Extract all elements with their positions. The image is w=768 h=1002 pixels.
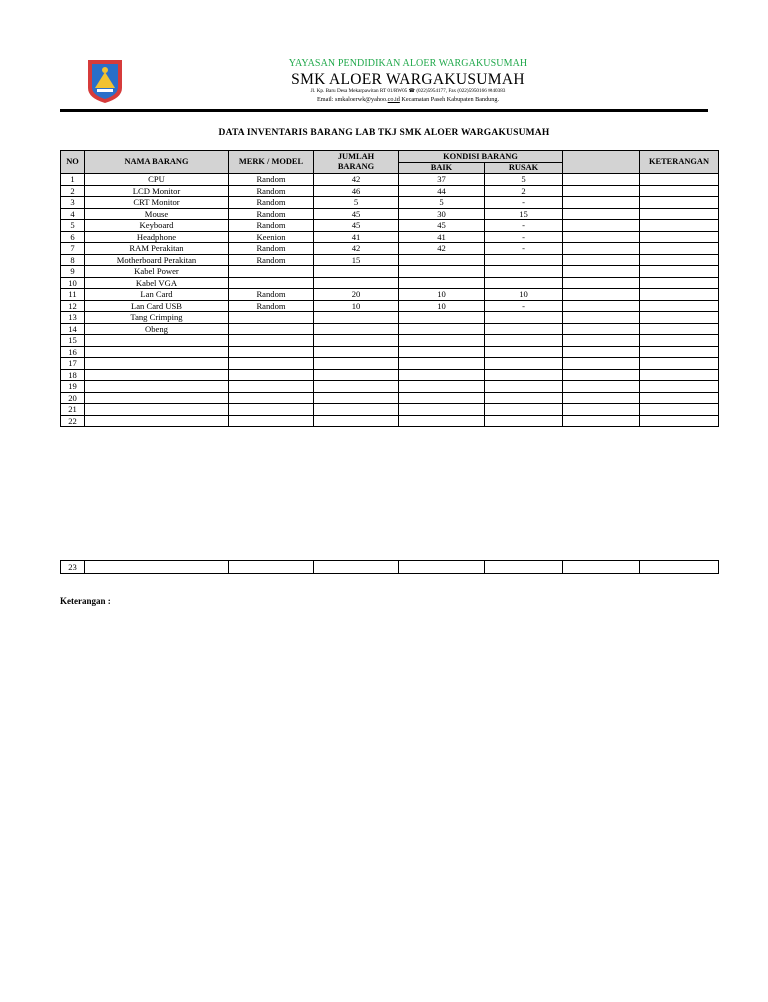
cell-baik bbox=[399, 369, 485, 381]
cell-jumlah: 5 bbox=[314, 197, 399, 209]
cell-nama: LCD Monitor bbox=[85, 185, 229, 197]
header-no: NO bbox=[61, 151, 85, 174]
cell-keterangan bbox=[640, 185, 719, 197]
cell-baik bbox=[399, 381, 485, 393]
cell-keterangan bbox=[640, 231, 719, 243]
cell-nama bbox=[85, 358, 229, 370]
cell-jumlah: 15 bbox=[314, 254, 399, 266]
document-title: DATA INVENTARIS BARANG LAB TKJ SMK ALOER WARGAKUSUMAH bbox=[218, 128, 550, 138]
cell-nama: Headphone bbox=[85, 231, 229, 243]
cell-merk: Random bbox=[229, 289, 314, 301]
cell-baik: 37 bbox=[399, 174, 485, 186]
cell-merk: Random bbox=[229, 220, 314, 232]
cell-jumlah: 10 bbox=[314, 300, 399, 312]
cell-blank bbox=[563, 323, 640, 335]
cell-keterangan bbox=[640, 381, 719, 393]
cell-nama: Obeng bbox=[85, 323, 229, 335]
cell-nama bbox=[85, 561, 229, 574]
cell-baik bbox=[399, 312, 485, 324]
cell-nama: RAM Perakitan bbox=[85, 243, 229, 255]
cell-keterangan bbox=[640, 369, 719, 381]
cell-rusak bbox=[485, 335, 563, 347]
table-row bbox=[61, 289, 719, 301]
cell-baik: 45 bbox=[399, 220, 485, 232]
cell-baik: 10 bbox=[399, 300, 485, 312]
cell-merk bbox=[229, 381, 314, 393]
cell-nama bbox=[85, 404, 229, 416]
cell-nama bbox=[85, 346, 229, 358]
table-row bbox=[61, 185, 719, 197]
school-email bbox=[230, 96, 586, 103]
cell-jumlah: 41 bbox=[314, 231, 399, 243]
cell-merk bbox=[229, 358, 314, 370]
cell-nama: Kabel Power bbox=[85, 266, 229, 278]
cell-nama: CRT Monitor bbox=[85, 197, 229, 209]
cell-keterangan bbox=[640, 404, 719, 416]
cell-keterangan bbox=[640, 208, 719, 220]
email-domain: co.id bbox=[387, 96, 400, 103]
table-row bbox=[61, 300, 719, 312]
cell-baik: 10 bbox=[399, 289, 485, 301]
cell-merk bbox=[229, 369, 314, 381]
cell-keterangan bbox=[640, 254, 719, 266]
cell-no: 17 bbox=[61, 358, 85, 370]
cell-baik: 42 bbox=[399, 243, 485, 255]
cell-baik: 44 bbox=[399, 185, 485, 197]
header-nama-barang: NAMA BARANG bbox=[85, 151, 229, 174]
table-row bbox=[61, 335, 719, 347]
header-jumlah-barang: JUMLAH BARANG bbox=[314, 151, 399, 174]
table-row bbox=[61, 358, 719, 370]
cell-jumlah: 45 bbox=[314, 220, 399, 232]
cell-baik bbox=[399, 277, 485, 289]
cell-baik: 5 bbox=[399, 197, 485, 209]
cell-no: 10 bbox=[61, 277, 85, 289]
cell-rusak: - bbox=[485, 243, 563, 255]
school-name: SMK ALOER WARGAKUSUMAH bbox=[291, 71, 525, 88]
cell-blank bbox=[563, 404, 640, 416]
cell-keterangan bbox=[640, 220, 719, 232]
cell-baik bbox=[399, 346, 485, 358]
cell-keterangan bbox=[640, 266, 719, 278]
cell-baik bbox=[399, 254, 485, 266]
school-address: Jl. Kp. Baru Desa Mekarpawitan RT 01/RW05 ☎ (022)5954177, Fax (022)5950166 ✉40383 bbox=[310, 88, 506, 94]
email-suffix: Kecamatan Paseh Kabupaten Bandung. bbox=[399, 96, 499, 103]
table-row bbox=[61, 266, 719, 278]
cell-blank bbox=[563, 358, 640, 370]
cell-jumlah bbox=[314, 415, 399, 427]
cell-keterangan bbox=[640, 312, 719, 324]
cell-blank bbox=[563, 335, 640, 347]
cell-nama: CPU bbox=[85, 174, 229, 186]
cell-blank bbox=[563, 381, 640, 393]
cell-keterangan bbox=[640, 289, 719, 301]
cell-nama: Keyboard bbox=[85, 220, 229, 232]
cell-no: 3 bbox=[61, 197, 85, 209]
cell-rusak bbox=[485, 381, 563, 393]
cell-baik bbox=[399, 323, 485, 335]
header-rusak: RUSAK bbox=[485, 163, 563, 174]
cell-rusak: - bbox=[485, 197, 563, 209]
cell-no: 14 bbox=[61, 323, 85, 335]
cell-jumlah bbox=[314, 381, 399, 393]
inventory-table-continued bbox=[60, 560, 719, 574]
cell-rusak bbox=[485, 369, 563, 381]
inventory-table bbox=[60, 150, 719, 427]
cell-rusak: 15 bbox=[485, 208, 563, 220]
header-merk-model: MERK / MODEL bbox=[229, 151, 314, 174]
cell-jumlah bbox=[314, 277, 399, 289]
cell-no: 22 bbox=[61, 415, 85, 427]
cell-jumlah bbox=[314, 266, 399, 278]
cell-no: 7 bbox=[61, 243, 85, 255]
table-row bbox=[61, 404, 719, 416]
cell-nama bbox=[85, 381, 229, 393]
cell-rusak bbox=[485, 254, 563, 266]
table-row bbox=[61, 231, 719, 243]
cell-baik bbox=[399, 392, 485, 404]
cell-rusak: - bbox=[485, 300, 563, 312]
cell-no: 18 bbox=[61, 369, 85, 381]
cell-jumlah bbox=[314, 404, 399, 416]
table-row bbox=[61, 392, 719, 404]
cell-jumlah bbox=[314, 346, 399, 358]
cell-blank bbox=[563, 289, 640, 301]
cell-merk: Random bbox=[229, 185, 314, 197]
cell-blank bbox=[563, 392, 640, 404]
cell-keterangan bbox=[640, 392, 719, 404]
cell-blank bbox=[563, 277, 640, 289]
cell-blank bbox=[563, 300, 640, 312]
cell-nama bbox=[85, 392, 229, 404]
cell-nama: Lan Card bbox=[85, 289, 229, 301]
header-divider bbox=[60, 109, 708, 112]
cell-nama bbox=[85, 369, 229, 381]
table-row bbox=[61, 220, 719, 232]
cell-blank bbox=[563, 243, 640, 255]
cell-no: 23 bbox=[61, 561, 85, 574]
cell-baik bbox=[399, 561, 485, 574]
cell-nama: Mouse bbox=[85, 208, 229, 220]
cell-nama: Lan Card USB bbox=[85, 300, 229, 312]
cell-jumlah: 20 bbox=[314, 289, 399, 301]
table-row bbox=[61, 254, 719, 266]
header-blank bbox=[563, 151, 640, 174]
cell-blank bbox=[563, 185, 640, 197]
cell-rusak bbox=[485, 392, 563, 404]
cell-no: 11 bbox=[61, 289, 85, 301]
table-row bbox=[61, 323, 719, 335]
cell-rusak bbox=[485, 358, 563, 370]
cell-jumlah: 46 bbox=[314, 185, 399, 197]
cell-no: 13 bbox=[61, 312, 85, 324]
cell-nama: Kabel VGA bbox=[85, 277, 229, 289]
cell-baik: 30 bbox=[399, 208, 485, 220]
cell-merk bbox=[229, 266, 314, 278]
cell-merk bbox=[229, 415, 314, 427]
cell-blank bbox=[563, 266, 640, 278]
cell-rusak bbox=[485, 312, 563, 324]
cell-rusak bbox=[485, 404, 563, 416]
cell-keterangan bbox=[640, 277, 719, 289]
cell-no: 21 bbox=[61, 404, 85, 416]
cell-nama: Motherboard Perakitan bbox=[85, 254, 229, 266]
cell-keterangan bbox=[640, 415, 719, 427]
table-row bbox=[61, 415, 719, 427]
cell-blank bbox=[563, 220, 640, 232]
cell-baik bbox=[399, 335, 485, 347]
cell-jumlah bbox=[314, 392, 399, 404]
cell-merk bbox=[229, 392, 314, 404]
cell-baik: 41 bbox=[399, 231, 485, 243]
cell-baik bbox=[399, 404, 485, 416]
school-logo-icon bbox=[86, 58, 124, 104]
cell-blank bbox=[563, 561, 640, 574]
cell-merk: Random bbox=[229, 254, 314, 266]
cell-merk bbox=[229, 323, 314, 335]
cell-no: 19 bbox=[61, 381, 85, 393]
cell-jumlah bbox=[314, 312, 399, 324]
cell-jumlah bbox=[314, 369, 399, 381]
cell-blank bbox=[563, 254, 640, 266]
cell-blank bbox=[563, 312, 640, 324]
cell-merk bbox=[229, 346, 314, 358]
cell-merk bbox=[229, 277, 314, 289]
cell-rusak bbox=[485, 277, 563, 289]
table-row bbox=[61, 312, 719, 324]
cell-blank bbox=[563, 415, 640, 427]
cell-blank bbox=[563, 369, 640, 381]
cell-rusak bbox=[485, 415, 563, 427]
cell-merk: Random bbox=[229, 243, 314, 255]
cell-rusak: - bbox=[485, 220, 563, 232]
cell-keterangan bbox=[640, 561, 719, 574]
cell-no: 15 bbox=[61, 335, 85, 347]
cell-no: 12 bbox=[61, 300, 85, 312]
cell-rusak: 5 bbox=[485, 174, 563, 186]
cell-jumlah bbox=[314, 335, 399, 347]
cell-merk: Random bbox=[229, 174, 314, 186]
cell-no: 1 bbox=[61, 174, 85, 186]
cell-jumlah: 42 bbox=[314, 243, 399, 255]
cell-no: 20 bbox=[61, 392, 85, 404]
cell-keterangan bbox=[640, 243, 719, 255]
cell-nama bbox=[85, 415, 229, 427]
cell-jumlah bbox=[314, 561, 399, 574]
cell-no: 4 bbox=[61, 208, 85, 220]
table-row bbox=[61, 174, 719, 186]
cell-merk bbox=[229, 404, 314, 416]
cell-no: 2 bbox=[61, 185, 85, 197]
table-row bbox=[61, 243, 719, 255]
cell-keterangan bbox=[640, 174, 719, 186]
cell-keterangan bbox=[640, 300, 719, 312]
table-row bbox=[61, 381, 719, 393]
cell-baik bbox=[399, 358, 485, 370]
cell-merk: Random bbox=[229, 208, 314, 220]
cell-blank bbox=[563, 208, 640, 220]
cell-rusak: 10 bbox=[485, 289, 563, 301]
cell-keterangan bbox=[640, 358, 719, 370]
header-baik: BAIK bbox=[399, 163, 485, 174]
cell-no: 6 bbox=[61, 231, 85, 243]
table-row bbox=[61, 369, 719, 381]
table-row bbox=[61, 208, 719, 220]
cell-keterangan bbox=[640, 197, 719, 209]
cell-rusak bbox=[485, 266, 563, 278]
cell-jumlah: 45 bbox=[314, 208, 399, 220]
cell-blank bbox=[563, 231, 640, 243]
cell-jumlah bbox=[314, 323, 399, 335]
cell-keterangan bbox=[640, 323, 719, 335]
header-keterangan: KETERANGAN bbox=[640, 151, 719, 174]
cell-rusak bbox=[485, 346, 563, 358]
cell-keterangan bbox=[640, 335, 719, 347]
table-row bbox=[61, 561, 719, 574]
cell-merk: Keenion bbox=[229, 231, 314, 243]
foundation-name: YAYASAN PENDIDIKAN ALOER WARGAKUSUMAH bbox=[288, 58, 528, 69]
table-row bbox=[61, 277, 719, 289]
cell-no: 5 bbox=[61, 220, 85, 232]
cell-merk bbox=[229, 561, 314, 574]
notes-label: Keterangan : bbox=[60, 596, 111, 606]
email-prefix: Email: smkaloerwk@yahoo. bbox=[317, 96, 388, 103]
table-row bbox=[61, 197, 719, 209]
cell-blank bbox=[563, 197, 640, 209]
cell-baik bbox=[399, 266, 485, 278]
cell-rusak: - bbox=[485, 231, 563, 243]
cell-merk: Random bbox=[229, 197, 314, 209]
cell-blank bbox=[563, 174, 640, 186]
cell-jumlah bbox=[314, 358, 399, 370]
cell-no: 16 bbox=[61, 346, 85, 358]
cell-rusak bbox=[485, 323, 563, 335]
cell-baik bbox=[399, 415, 485, 427]
cell-blank bbox=[563, 346, 640, 358]
cell-nama: Tang Crimping bbox=[85, 312, 229, 324]
header-kondisi-barang: KONDISI BARANG bbox=[399, 151, 563, 163]
cell-no: 8 bbox=[61, 254, 85, 266]
cell-merk bbox=[229, 312, 314, 324]
cell-jumlah: 42 bbox=[314, 174, 399, 186]
cell-keterangan bbox=[640, 346, 719, 358]
cell-nama bbox=[85, 335, 229, 347]
cell-no: 9 bbox=[61, 266, 85, 278]
table-row bbox=[61, 346, 719, 358]
cell-merk bbox=[229, 335, 314, 347]
cell-rusak: 2 bbox=[485, 185, 563, 197]
cell-merk: Random bbox=[229, 300, 314, 312]
cell-rusak bbox=[485, 561, 563, 574]
